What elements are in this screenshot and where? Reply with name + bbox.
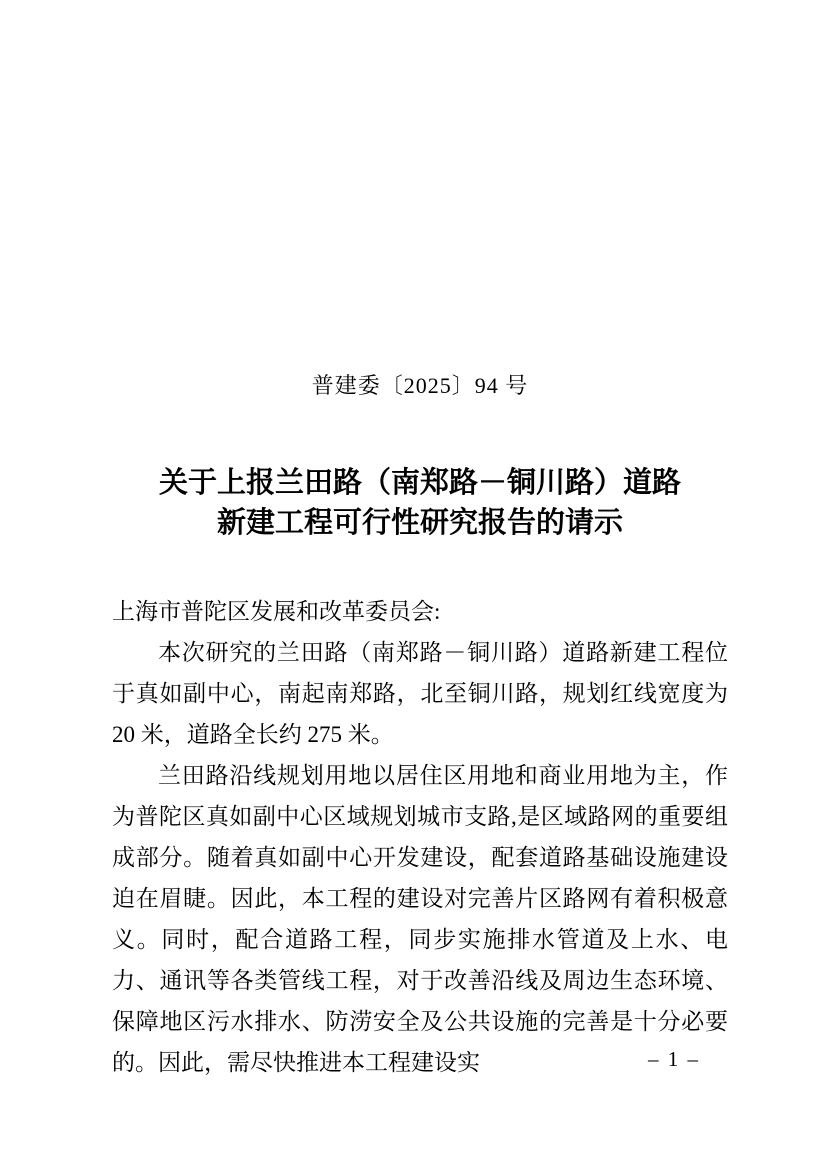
body-paragraph-1: 本次研究的兰田路（南郑路－铜川路）道路新建工程位于真如副中心，南起南郑路，北至铜川路，规划红线宽度为 20 米，道路全长约 275 米。 <box>112 640 728 747</box>
document-body <box>112 591 728 1083</box>
document-title-line-2: 新建工程可行性研究报告的请示 <box>216 507 623 539</box>
document-title <box>112 463 728 543</box>
page-number: – 1 – <box>648 1047 700 1071</box>
document-title-line-1: 关于上报兰田路（南郑路－铜川路）道路 <box>158 467 681 499</box>
body-paragraph-2: 兰田路沿线规划用地以居住区用地和商业用地为主，作为普陀区真如副中心区域规划城市支路,是区域路网的重要组成部分。随着真如副中心开发建设，配套道路基础设施建设迫在眉睫。因此，本工程的建设对完善片区路网有着积极意义。同时，配合道路工程，同步实施排水管道及上水、电力、通讯等各类管线工程，对于改善沿线及周边生态环境、保障地区污水排水、防涝安全及公共设施的完善是十分必要的。因此，需尽快推进本工程建设实 <box>112 763 728 1075</box>
document-reference-number: 普建委〔2025〕94 号 <box>311 373 529 398</box>
salutation: 上海市普陀区发展和改革委员会: <box>112 599 441 624</box>
